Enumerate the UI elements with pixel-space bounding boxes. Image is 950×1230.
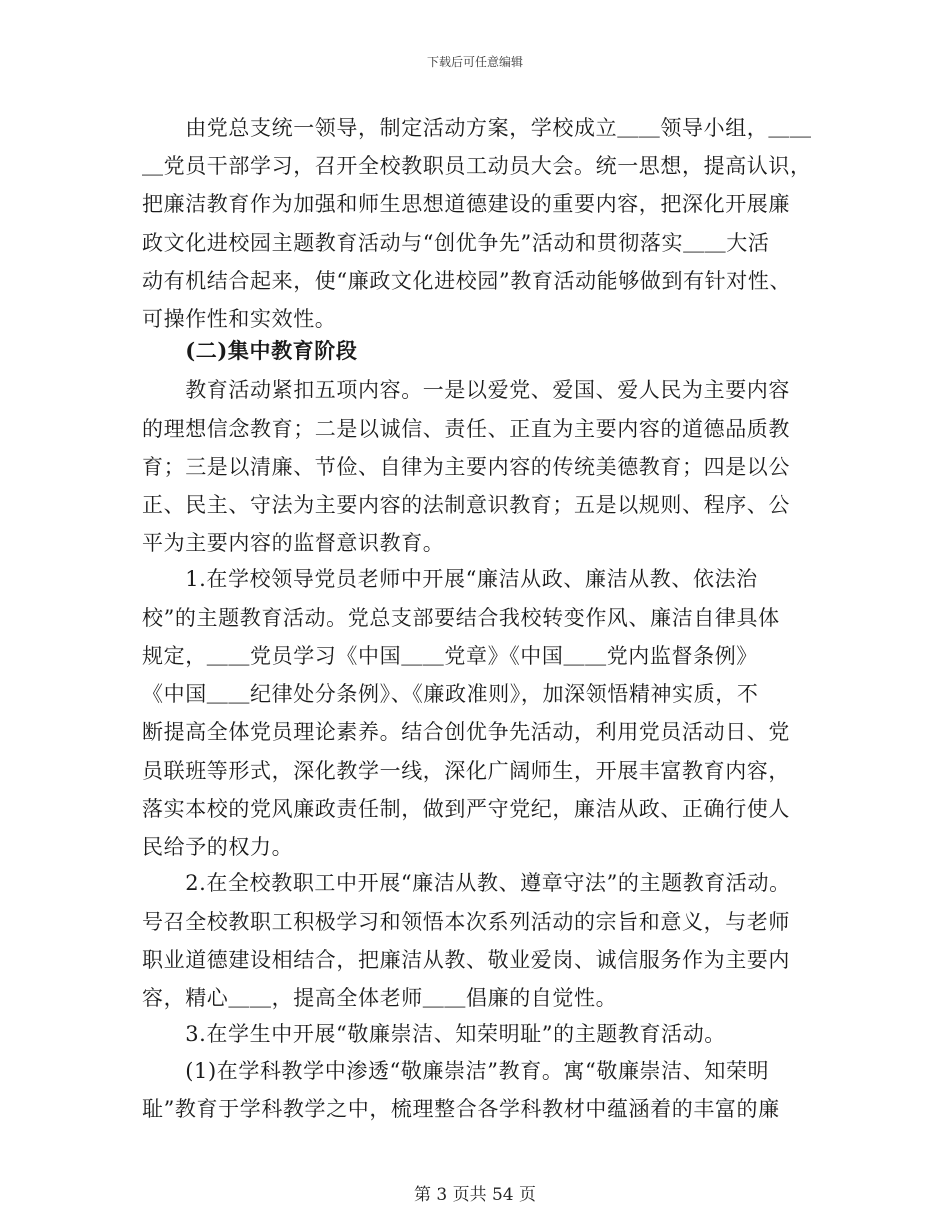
text-line: 平为主要内容的监督意识教育。 bbox=[142, 531, 445, 555]
text-line: 教育活动紧扣五项内容。一是以爱党、爱国、爱人民为主要内容 bbox=[142, 378, 790, 402]
text-line: 号召全校教职工积极学习和领悟本次系列活动的宗旨和意义，与老师 bbox=[142, 910, 790, 934]
text-line: 把廉洁教育作为加强和师生思想道德建设的重要内容，把深化开展廉 bbox=[142, 192, 790, 216]
text-line: 职业道德建设相结合，把廉洁从教、敬业爱岗、诚信服务作为主要内 bbox=[142, 948, 790, 972]
text-line: 容，精心＿＿，提高全体老师＿＿倡廉的自觉性。 bbox=[142, 986, 618, 1010]
text-line: 3.在学生中开展“敬廉崇洁、知荣明耻”的主题教育活动。 bbox=[142, 1022, 726, 1046]
text-line: 由党总支统一领导，制定活动方案，学校成立＿＿领导小组，＿＿ bbox=[142, 116, 812, 140]
text-line: 政文化进校园主题教育活动与“创优争先”活动和贯彻落实＿＿大活 bbox=[142, 231, 770, 255]
text-line: (1)在学科教学中渗透“敬廉崇洁”教育。寓“敬廉崇洁、知荣明 bbox=[142, 1059, 770, 1083]
text-line: ＿党员干部学习，召开全校教职员工动员大会。统一思想，提高认识， bbox=[142, 154, 812, 178]
text-line: 落实本校的党风廉政责任制，做到严守党纪，廉洁从政、正确行使人 bbox=[142, 797, 790, 821]
page-header: 下载后可任意编辑 bbox=[426, 55, 523, 69]
text-line: 的理想信念教育；二是以诚信、责任、正直为主要内容的道德品质教 bbox=[142, 417, 790, 441]
text-line: 《中国＿＿纪律处分条例》、《廉政准则》，加深领悟精神实质，不 bbox=[142, 682, 759, 706]
page-footer: 第 3 页共 54 页 bbox=[413, 1185, 537, 1205]
text-line: 动有机结合起来，使“廉政文化进校园”教育活动能够做到有针对性、 bbox=[142, 269, 792, 293]
text-line: 耻”教育于学科教学之中，梳理整合各学科教材中蕴涵着的丰富的廉 bbox=[142, 1097, 780, 1121]
text-line: 1.在学校领导党员老师中开展“廉洁从政、廉洁从教、依法治 bbox=[142, 567, 758, 591]
text-line: 规定，＿＿党员学习《中国＿＿党章》《中国＿＿党内监督条例》 bbox=[142, 644, 758, 668]
text-line: 断提高全体党员理论素养。结合创优争先活动，利用党员活动日、党 bbox=[142, 720, 790, 744]
text-line: 2.在全校教职工中开展“廉洁从教、遵章守法”的主题教育活动。 bbox=[142, 871, 791, 895]
text-line: 校”的主题教育活动。党总支部要结合我校转变作风、廉洁自律具体 bbox=[142, 606, 780, 630]
text-line: 民给予的权力。 bbox=[142, 835, 294, 859]
text-line: 可操作性和实效性。 bbox=[142, 307, 337, 331]
text-line: 正、民主、守法为主要内容的法制意识教育；五是以规则、程序、公 bbox=[142, 493, 790, 517]
text-line: 育；三是以清廉、节俭、自律为主要内容的传统美德教育；四是以公 bbox=[142, 455, 790, 479]
section-heading: (二)集中教育阶段 bbox=[142, 338, 358, 363]
text-line: 员联班等形式，深化教学一线，深化广阔师生，开展丰富教育内容， bbox=[142, 759, 790, 783]
